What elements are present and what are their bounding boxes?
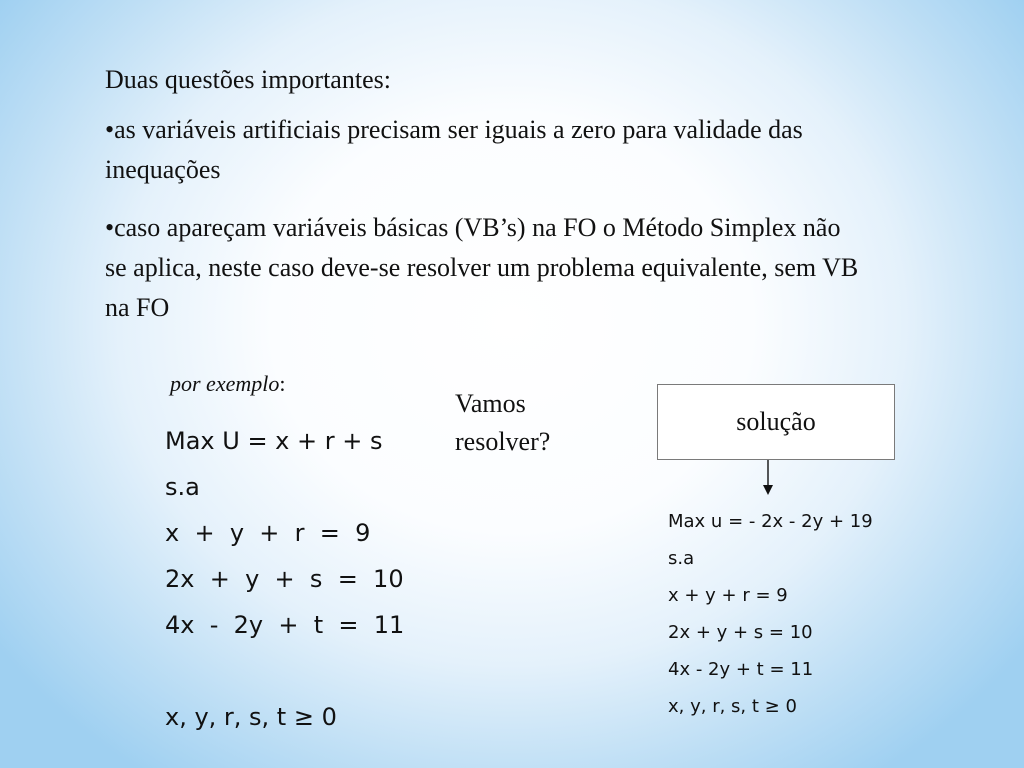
solution-non-negativity: x, y, r, s, t ≥ 0	[668, 696, 797, 717]
constraint-3: 4x - 2y + t = 11	[165, 611, 405, 639]
solution-constraint-3: 4x - 2y + t = 11	[668, 659, 814, 680]
example-label	[170, 371, 285, 397]
solution-button-label: solução	[736, 407, 816, 436]
solution-subject-to-label: s.a	[668, 548, 695, 569]
constraint-2: 2x + y + s = 10	[165, 565, 404, 593]
solution-constraint-1: x + y + r = 9	[668, 585, 788, 606]
equivalent-problem	[668, 503, 873, 725]
spacer	[165, 648, 404, 694]
solution-button[interactable]	[657, 384, 895, 460]
solve-prompt-line-2: resolver?	[455, 427, 551, 456]
non-negativity-constraint: x, y, r, s, t ≥ 0	[165, 703, 337, 731]
bullet-basic-variables: •caso apareçam variáveis básicas (VB’s) na FO o Método Simplex não se aplica, neste caso deve-se resolver um problema equivalente, sem VB na FO	[105, 213, 859, 322]
example-label-colon: :	[279, 371, 286, 396]
constraint-1: x + y + r = 9	[165, 519, 371, 547]
example-label-text: por exemplo	[170, 371, 280, 396]
intro-heading: Duas questões importantes:	[105, 65, 391, 94]
subject-to-label: s.a	[165, 473, 200, 501]
solve-prompt-line-1: Vamos	[455, 389, 526, 418]
solve-prompt	[455, 385, 615, 461]
solution-objective-function: Max u = - 2x - 2y + 19	[668, 511, 873, 532]
bullet-artificial-variables: •as variáveis artificiais precisam ser iguais a zero para validade das inequações	[105, 115, 803, 184]
solution-constraint-2: 2x + y + s = 10	[668, 622, 813, 643]
objective-function: Max U = x + r + s	[165, 427, 383, 455]
arrow-down-icon	[760, 460, 776, 496]
example-problem	[165, 418, 404, 740]
intro-text	[105, 60, 865, 346]
